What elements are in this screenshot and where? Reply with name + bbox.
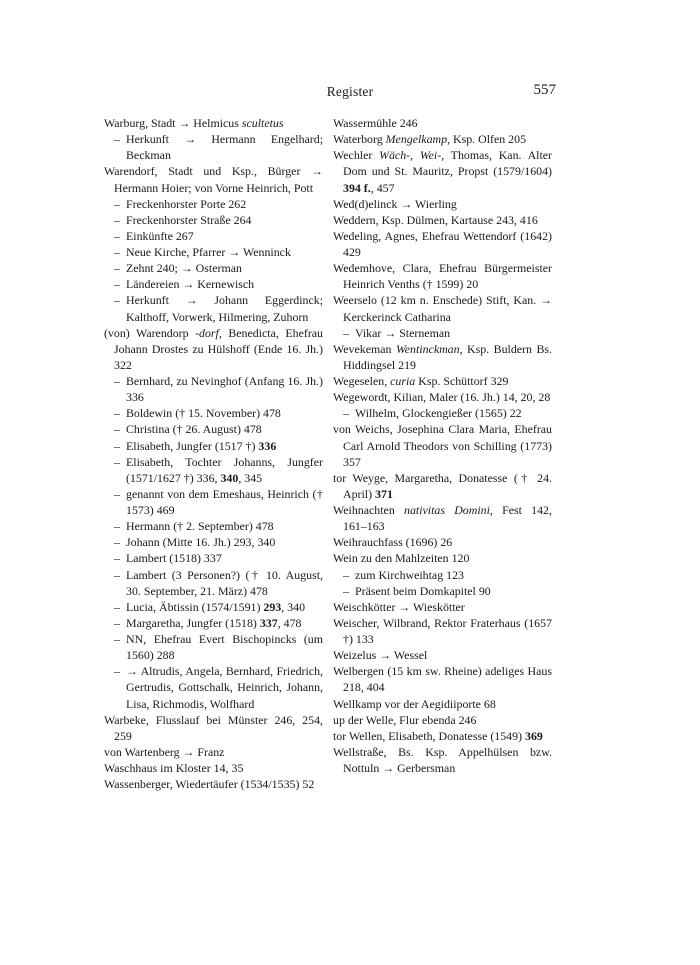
- subentry-dash: –: [114, 486, 120, 501]
- index-subentry: [333, 583, 552, 599]
- index-subentry: [104, 534, 323, 550]
- entry-text: Waterborg: [333, 132, 386, 147]
- subentry-dash: –: [114, 632, 120, 646]
- entry-text: , Ksp. Buldern Bs. Hiddingsel 219: [343, 341, 552, 372]
- entry-text: tor Weyge, Margaretha, Donatesse († 24. April): [333, 470, 552, 501]
- subentry-dash: –: [343, 583, 349, 598]
- entry-text: Weischkötter → Wieskötter: [333, 599, 465, 614]
- bold-page-ref: 371: [375, 486, 393, 501]
- entry-text: Johann (Mitte 16. Jh.) 293, 340: [126, 535, 276, 550]
- entry-text: , 478: [277, 615, 302, 630]
- index-subentry: [104, 550, 323, 566]
- entry-text: Wevekeman: [333, 341, 396, 356]
- index-subentry: [104, 228, 323, 244]
- entry-text: Wed(d)elinck → Wierling: [333, 196, 457, 211]
- italic-term: Wentinckman: [395, 341, 460, 356]
- index-subentry: [104, 599, 323, 615]
- entry-text: Christina († 26. August) 478: [126, 422, 262, 437]
- entry-text: Ksp. Schüttorf 329: [415, 374, 509, 388]
- index-subentry: [104, 405, 323, 421]
- entry-text: Boldewin († 15. November) 478: [126, 406, 281, 421]
- italic-term: Mengelkamp: [385, 132, 448, 147]
- subentry-dash: –: [114, 245, 120, 259]
- index-entry: [333, 728, 552, 744]
- index-entry: [333, 696, 552, 712]
- entry-text: Wegewordt, Kilian, Maler (16. Jh.) 14, 20, 28: [333, 390, 551, 405]
- entry-text: , Fest 142, 161–163: [343, 503, 552, 534]
- entry-text: (von) Warendorp: [104, 325, 196, 340]
- italic-term: Wei-: [419, 148, 442, 163]
- bold-page-ref: 336: [258, 438, 277, 453]
- index-subentry: [104, 244, 323, 260]
- italic-term: -dorf: [195, 325, 219, 340]
- subentry-dash: –: [114, 422, 120, 437]
- entry-text: Herkunft → Johann Eggerdinck; Kalthoff, Vorwerk, Hilmering, Zuhorn: [126, 293, 323, 324]
- entry-text: Weizelus → Wessel: [333, 648, 428, 663]
- entry-text: Lambert (1518) 337: [126, 551, 222, 566]
- index-entry: [333, 212, 552, 228]
- entry-text: Hermann († 2. September) 478: [126, 519, 274, 534]
- index-entry: [333, 292, 552, 324]
- index-entry: [333, 131, 552, 147]
- index-subentry: [104, 373, 323, 405]
- subentry-dash: –: [114, 535, 120, 550]
- entry-text: , 457: [370, 180, 395, 195]
- entry-text: Zehnt 240; → Osterman: [126, 261, 242, 276]
- subentry-dash: –: [114, 293, 120, 308]
- italic-term: curia: [390, 374, 416, 388]
- index-entry: [333, 421, 552, 469]
- entry-text: , 345: [238, 470, 263, 485]
- bold-page-ref: 337: [259, 615, 278, 630]
- entry-text: zum Kirchweihtag 123: [355, 567, 464, 582]
- index-subentry: [104, 486, 323, 518]
- entry-text: Wellstraße, Bs. Ksp. Appelhülsen bzw. Nottuln → Gerbersman: [333, 744, 552, 775]
- entry-text: , Ksp. Olfen 205: [447, 132, 527, 147]
- subentry-dash: –: [114, 374, 120, 388]
- index-subentry: [104, 196, 323, 212]
- subentry-dash: –: [343, 325, 349, 340]
- page-number: 557: [533, 82, 556, 98]
- entry-text: Wassenberger, Wiedertäufer (1534/1535) 52: [104, 777, 315, 792]
- index-column-left: [104, 115, 323, 792]
- index-entry: [104, 744, 323, 760]
- index-entry: [333, 712, 552, 728]
- entry-text: Präsent beim Domkapitel 90: [355, 583, 491, 598]
- index-entry: [333, 470, 552, 502]
- subentry-dash: –: [114, 438, 120, 453]
- entry-text: Weischer, Wilbrand, Rektor Fraterhaus (1657 †) 133: [333, 615, 552, 646]
- entry-text: Welbergen (15 km sw. Rheine) adeliges Haus 218, 404: [333, 664, 552, 695]
- subentry-dash: –: [114, 406, 120, 421]
- italic-term: Wäch-: [379, 148, 411, 163]
- entry-text: , Benedicta, Ehefrau Johann Drostes zu Hülshoff (Ende 16. Jh.) 322: [114, 325, 323, 372]
- index-entry: [333, 147, 552, 195]
- entry-text: Wassermühle 246: [333, 116, 418, 130]
- entry-text: Herkunft → Hermann Engelhard; Beckman: [126, 132, 323, 163]
- entry-text: up der Welle, Flur ebenda 246: [333, 712, 477, 727]
- entry-text: Elisabeth, Jungfer (1517 †): [126, 438, 259, 453]
- index-entry: [333, 502, 552, 534]
- running-title: Register: [326, 84, 374, 99]
- subentry-dash: –: [114, 454, 120, 469]
- index-entry: [333, 341, 552, 373]
- index-subentry: [104, 567, 323, 599]
- index-entry: [104, 712, 323, 744]
- bold-page-ref: 293: [263, 599, 282, 614]
- entry-text: Warendorf, Stadt und Ksp., Bürger → Hermann Hoier; von Vorne Heinrich, Pott: [104, 164, 323, 195]
- index-subentry: [104, 615, 323, 631]
- index-entry: [333, 534, 552, 550]
- index-entry: [333, 615, 552, 647]
- index-entry: [333, 389, 552, 405]
- index-entry: [104, 760, 323, 776]
- entry-text: Freckenhorster Straße 264: [126, 212, 252, 227]
- index-entry: [333, 744, 552, 776]
- index-subentry: [333, 567, 552, 583]
- entry-text: → Altrudis, Angela, Bernhard, Friedrich, Gertrudis, Gottschalk, Heinrich, Johann, Lisa, Richmodis, Wolfhard: [126, 664, 323, 711]
- index-entry: [333, 260, 552, 292]
- entry-text: Weerselo (12 km n. Enschede) Stift, Kan. → Kerckerinck Catharina: [333, 293, 552, 324]
- entry-text: von Wartenberg → Franz: [104, 744, 225, 759]
- index-subentry: [104, 292, 323, 324]
- index-subentry: [104, 260, 323, 276]
- subentry-dash: –: [343, 406, 349, 421]
- italic-term: nativitas Domini: [404, 503, 490, 517]
- entry-text: Lucia, Äbtissin (1574/1591): [126, 599, 264, 614]
- index-entry: [104, 163, 323, 195]
- subentry-dash: –: [114, 212, 120, 227]
- entry-text: Wein zu den Mahlzeiten 120: [333, 551, 470, 566]
- subentry-dash: –: [343, 567, 349, 582]
- entry-text: Wellkamp vor der Aegidiiporte 68: [333, 696, 496, 711]
- entry-text: Weihnachten: [333, 503, 405, 517]
- index-subentry: [104, 212, 323, 228]
- entry-text: Einkünfte 267: [126, 228, 194, 243]
- entry-text: Warbeke, Flusslauf bei Münster 246, 254, 259: [104, 712, 323, 743]
- index-entry: [104, 776, 323, 792]
- subentry-dash: –: [114, 551, 120, 566]
- index-subentry: [104, 276, 323, 292]
- entry-text: Ländereien → Kernewisch: [126, 277, 255, 292]
- subentry-dash: –: [114, 664, 120, 679]
- index-entry: [333, 550, 552, 566]
- index-entry: [333, 115, 552, 131]
- italic-term: scultetus: [241, 116, 284, 130]
- index-subentry: [104, 131, 323, 163]
- index-subentry: [104, 631, 323, 663]
- subentry-dash: –: [114, 196, 120, 211]
- entry-text: Wechler: [333, 148, 380, 163]
- entry-text: Vikar → Sterneman: [355, 325, 451, 340]
- entry-text: Bernhard, zu Nevinghof (Anfang 16. Jh.) 336: [126, 374, 323, 405]
- index-entry: [333, 647, 552, 663]
- index-column-right: [333, 115, 552, 776]
- entry-text: von Weichs, Josephina Clara Maria, Ehefrau Carl Arnold Theodors von Schilling (1773) 357: [333, 422, 552, 469]
- bold-page-ref: 394 f.: [343, 180, 371, 195]
- entry-text: Lambert (3 Personen?) († 10. August, 30. September, 21. März) 478: [126, 567, 323, 598]
- entry-text: Wedemhove, Clara, Ehefrau Bürgermeister Heinrich Venths († 1599) 20: [333, 261, 552, 292]
- entry-text: ,: [410, 148, 420, 163]
- index-subentry: [104, 518, 323, 534]
- bold-page-ref: 340: [220, 470, 239, 485]
- entry-text: tor Wellen, Elisabeth, Donatesse (1549): [333, 728, 525, 743]
- entry-text: Elisabeth, Tochter Johanns, Jungfer (1571/1627 †) 336,: [126, 454, 323, 485]
- subentry-dash: –: [114, 277, 120, 292]
- subentry-dash: –: [114, 615, 120, 630]
- index-entry: [333, 228, 552, 260]
- bold-page-ref: 369: [525, 728, 543, 743]
- index-entry: [333, 599, 552, 615]
- entry-text: NN, Ehefrau Evert Bischopincks (um 1560) 288: [126, 632, 323, 663]
- entry-text: Neue Kirche, Pfarrer → Wenninck: [126, 245, 291, 259]
- index-entry: [333, 196, 552, 212]
- index-subentry: [104, 663, 323, 711]
- entry-text: genannt von dem Emeshaus, Heinrich († 1573) 469: [126, 486, 323, 517]
- index-entry: [104, 325, 323, 373]
- subentry-dash: –: [114, 261, 120, 276]
- entry-text: Wedeling, Agnes, Ehefrau Wettendorf (1642) 429: [333, 228, 552, 259]
- entry-text: Margaretha, Jungfer (1518): [126, 615, 260, 630]
- subentry-dash: –: [114, 519, 120, 534]
- entry-text: , 340: [281, 599, 306, 614]
- entry-text: Waschhaus im Kloster 14, 35: [104, 761, 244, 775]
- entry-text: Weihrauchfass (1696) 26: [333, 535, 453, 550]
- index-subentry: [104, 454, 323, 486]
- entry-text: Freckenhorster Porte 262: [126, 196, 247, 211]
- subentry-dash: –: [114, 228, 120, 243]
- entry-text: Wegeselen,: [333, 374, 391, 388]
- index-subentry: [333, 405, 552, 421]
- index-entry: [104, 115, 323, 131]
- entry-text: , Thomas, Kan. Alter Dom und St. Mauritz, Propst (1579/1604): [343, 148, 552, 179]
- index-subentry: [104, 438, 323, 454]
- subentry-dash: –: [114, 599, 120, 614]
- index-subentry: [104, 421, 323, 437]
- subentry-dash: –: [114, 567, 120, 582]
- index-subentry: [333, 325, 552, 341]
- entry-text: Weddern, Ksp. Dülmen, Kartause 243, 416: [333, 212, 538, 227]
- index-entry: [333, 663, 552, 695]
- entry-text: Wilhelm, Glockengießer (1565) 22: [355, 406, 522, 421]
- entry-text: Warburg, Stadt → Helmicus: [104, 116, 242, 130]
- subentry-dash: –: [114, 132, 120, 147]
- index-entry: [333, 373, 552, 389]
